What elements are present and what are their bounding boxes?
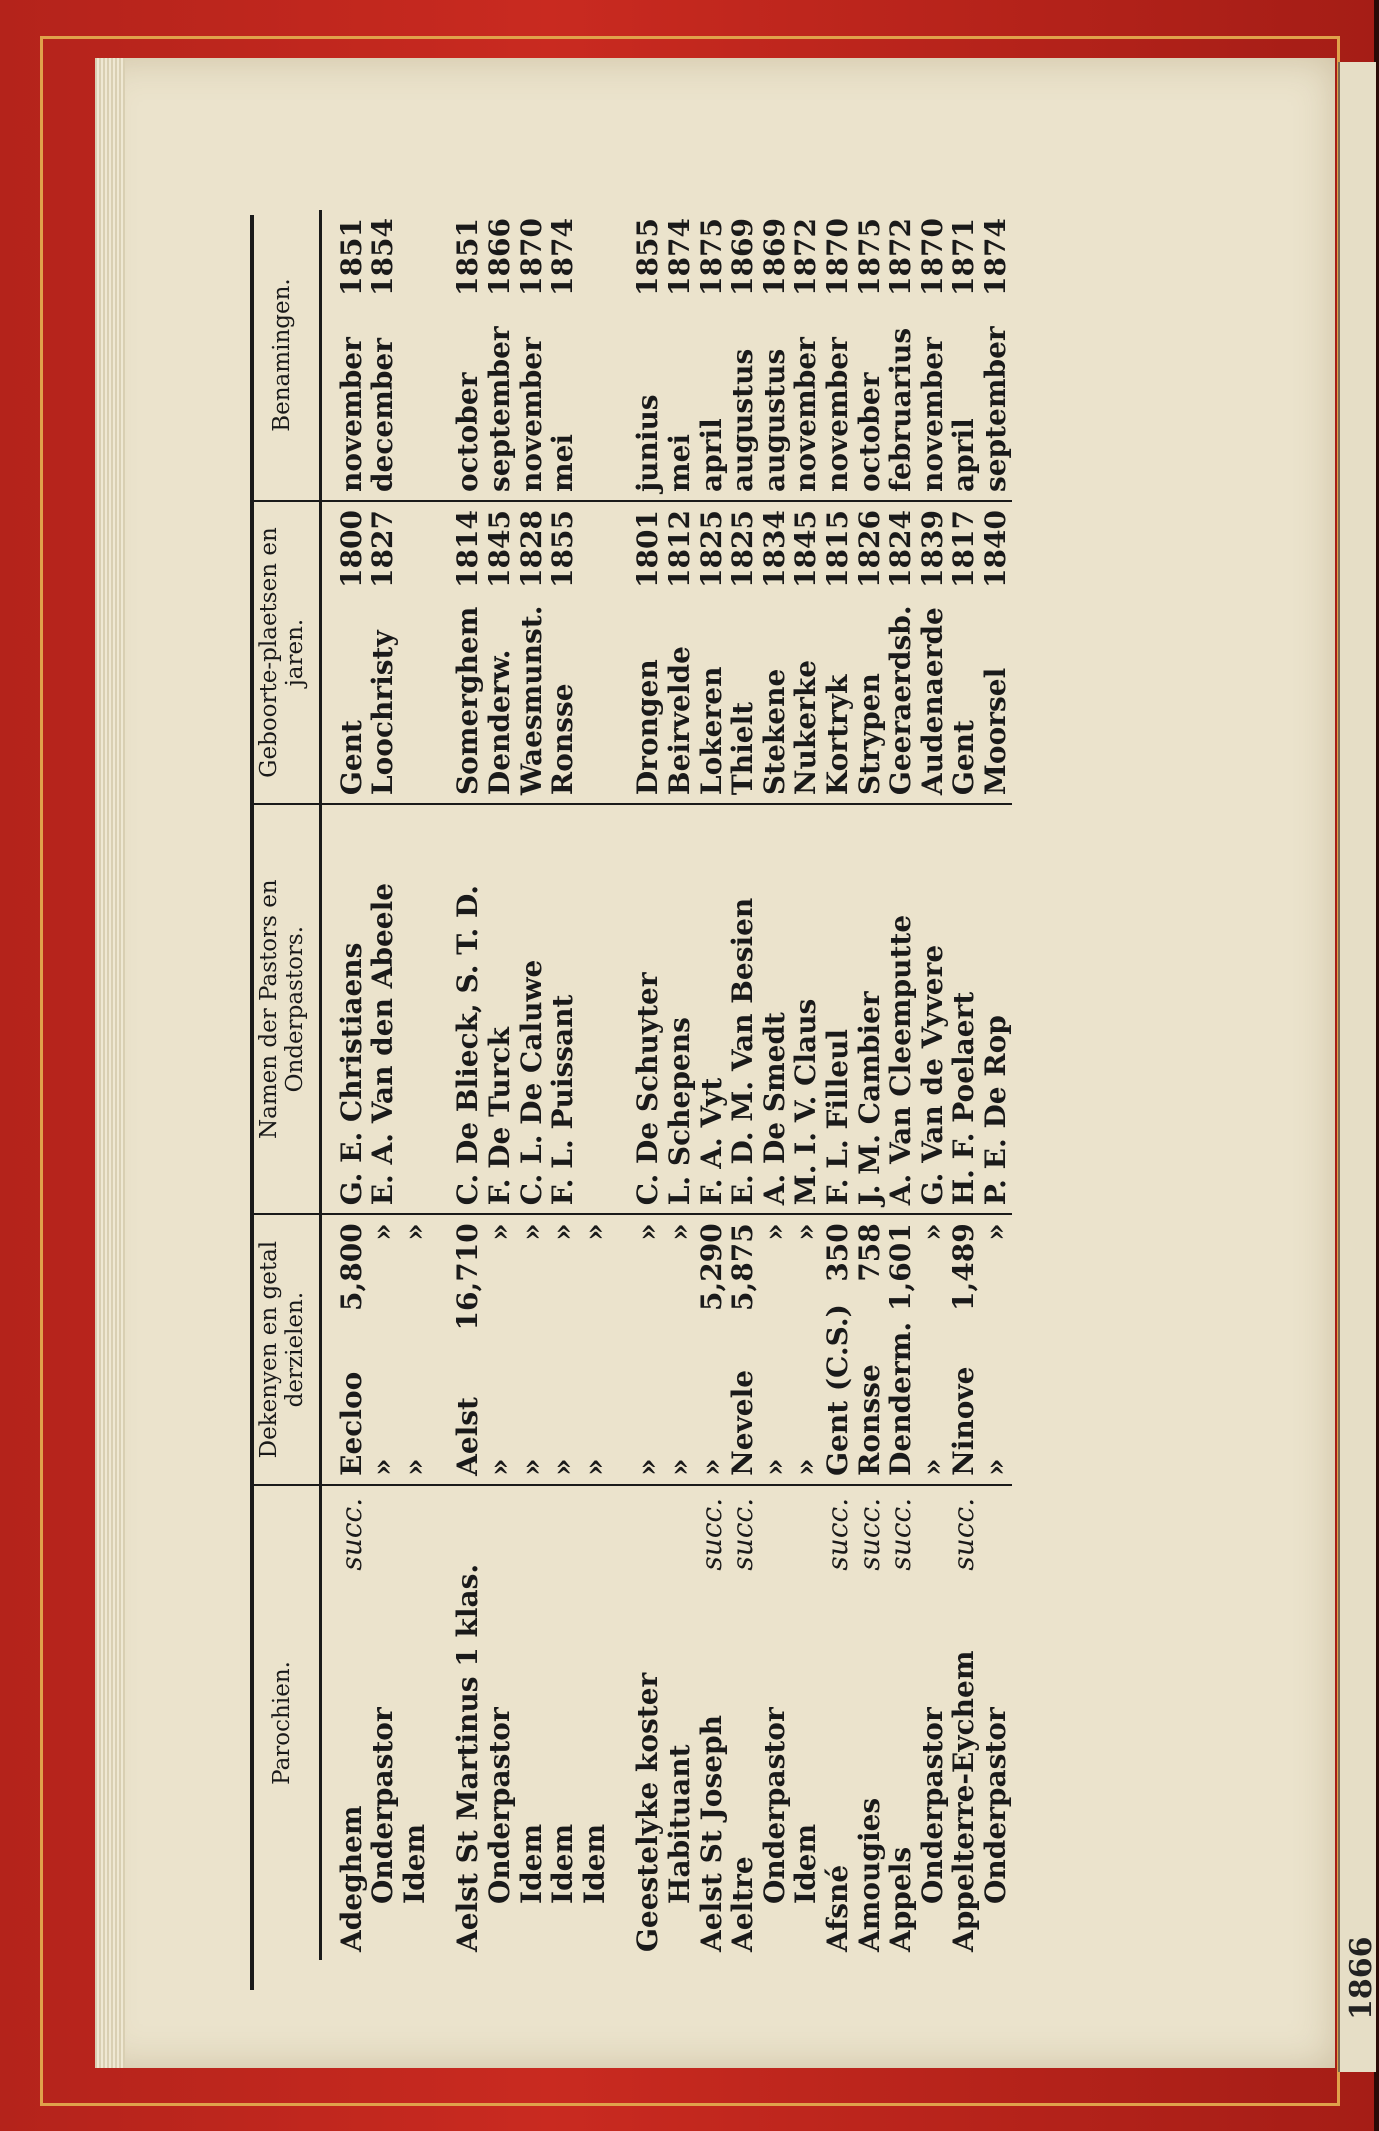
soul-count: » bbox=[483, 1223, 517, 1241]
deanery-cell bbox=[547, 1214, 579, 1485]
parish-cell bbox=[399, 1485, 431, 1960]
table-row bbox=[399, 210, 431, 1960]
soul-count: » bbox=[514, 1223, 548, 1241]
parish-cell bbox=[696, 1485, 728, 1960]
birth-year: 1826 bbox=[852, 510, 886, 588]
appointment-year: 1855 bbox=[631, 218, 665, 296]
parish-name: Idem bbox=[577, 1823, 611, 1904]
birth-year: 1825 bbox=[726, 510, 760, 588]
appointment-cell bbox=[854, 210, 886, 501]
table-row bbox=[885, 210, 917, 1960]
pastor-name: H. F. Poelaert bbox=[947, 991, 981, 1206]
page-number-box bbox=[782, 135, 822, 195]
birthplace: Gent bbox=[947, 720, 981, 796]
birth-year: 1812 bbox=[663, 510, 697, 588]
deanery-name: » bbox=[577, 1458, 611, 1476]
deanery-name: » bbox=[915, 1458, 949, 1476]
appointment-month: september bbox=[978, 326, 1012, 493]
appointment-year: 1872 bbox=[789, 218, 823, 296]
table-row bbox=[980, 210, 1012, 1960]
parish-name: Idem bbox=[789, 1823, 823, 1904]
succession-mark: succ. bbox=[820, 1497, 854, 1571]
birth-cell bbox=[917, 501, 949, 804]
deanery-name: Gent (C.S.) bbox=[820, 1304, 854, 1476]
birth-cell bbox=[854, 501, 886, 804]
appointment-cell bbox=[791, 210, 823, 501]
parish-name: Idem bbox=[546, 1823, 580, 1904]
name-cell bbox=[696, 804, 728, 1214]
pastor-name: C. De Blieck, S. T. D. bbox=[451, 884, 485, 1206]
soul-count: » bbox=[577, 1223, 611, 1241]
soul-count: » bbox=[757, 1223, 791, 1241]
table-row bbox=[516, 210, 548, 1960]
birthplace: Strypen bbox=[852, 673, 886, 796]
name-cell bbox=[791, 804, 823, 1214]
name-cell bbox=[633, 804, 665, 1214]
pastor-name: A. Van Cleemputte bbox=[884, 914, 918, 1206]
parish-cell bbox=[633, 1485, 665, 1960]
birthplace: Stekene bbox=[757, 668, 791, 796]
succession-mark: succ. bbox=[947, 1497, 981, 1571]
birthplace: Lokeren bbox=[694, 666, 728, 796]
birthplace: Denderw. bbox=[483, 649, 517, 796]
parish-name: Onderpastor bbox=[978, 1707, 1012, 1904]
appointment-month: december bbox=[366, 338, 400, 493]
birth-year: 1825 bbox=[694, 510, 728, 588]
deanery-name: » bbox=[978, 1458, 1012, 1476]
table-row bbox=[547, 210, 579, 1960]
parish-name: Idem bbox=[514, 1823, 548, 1904]
birth-year: 1801 bbox=[631, 510, 665, 588]
name-cell bbox=[367, 804, 399, 1214]
appointment-year: 1874 bbox=[663, 218, 697, 296]
birth-cell bbox=[949, 501, 981, 804]
parish-name: Aeltre bbox=[726, 1856, 760, 1952]
birthplace: Loochristy bbox=[366, 630, 400, 796]
parish-cell bbox=[579, 1485, 611, 1960]
birth-year: 1800 bbox=[334, 510, 368, 588]
appointment-year: 1870 bbox=[820, 218, 854, 296]
next-page-fragment: 1866 bbox=[1344, 1936, 1379, 2020]
birth-cell bbox=[547, 501, 579, 804]
birth-year: 1845 bbox=[789, 510, 823, 588]
appointment-month: mei bbox=[663, 433, 697, 493]
birthplace: Moorsel bbox=[978, 667, 1012, 796]
birth-cell bbox=[367, 501, 399, 804]
name-cell bbox=[949, 804, 981, 1214]
pastor-name: P. E. De Rop bbox=[978, 1015, 1012, 1206]
deanery-name: » bbox=[514, 1458, 548, 1476]
soul-count: 5,800 bbox=[334, 1223, 368, 1311]
birth-year: 1817 bbox=[947, 510, 981, 588]
birthplace: Gent bbox=[334, 720, 368, 796]
parish-cell bbox=[917, 1485, 949, 1960]
deanery-name: » bbox=[366, 1458, 400, 1476]
table-row bbox=[822, 210, 854, 1960]
appointment-year: 1870 bbox=[915, 218, 949, 296]
appointment-year: 1851 bbox=[451, 218, 485, 296]
appointment-cell bbox=[484, 210, 516, 501]
parish-name: Onderpastor bbox=[757, 1707, 791, 1904]
parish-cell bbox=[727, 1485, 759, 1960]
appointment-cell bbox=[516, 210, 548, 501]
pastor-name: F. A. Vyt bbox=[694, 1077, 728, 1206]
deanery-cell bbox=[949, 1214, 981, 1485]
parish-name: Aelst St Joseph bbox=[694, 1715, 728, 1952]
spacer-row bbox=[611, 210, 633, 1960]
deanery-cell bbox=[579, 1214, 611, 1485]
soul-count: » bbox=[978, 1223, 1012, 1241]
appointment-year: 1874 bbox=[546, 218, 580, 296]
soul-count: 758 bbox=[852, 1223, 886, 1282]
soul-count: 5,290 bbox=[694, 1223, 728, 1311]
appointment-month: april bbox=[694, 418, 728, 493]
header-names: Namen der Pastors en Onderpastors. bbox=[250, 804, 320, 1214]
appointment-month: mei bbox=[546, 433, 580, 493]
birth-cell bbox=[633, 501, 665, 804]
soul-count: 350 bbox=[820, 1223, 854, 1282]
pastor-name: A. De Smedt bbox=[757, 1012, 791, 1206]
appointment-cell bbox=[579, 210, 611, 501]
deanery-cell bbox=[885, 1214, 917, 1485]
deanery-name: » bbox=[694, 1458, 728, 1476]
deanery-name: » bbox=[397, 1458, 431, 1476]
table-row bbox=[917, 210, 949, 1960]
pastor-name: L. Schepens bbox=[663, 1017, 697, 1206]
appointment-year: 1869 bbox=[726, 218, 760, 296]
birthplace: Geeraerdsb. bbox=[884, 605, 918, 796]
deanery-cell bbox=[399, 1214, 431, 1485]
parish-cell bbox=[949, 1485, 981, 1960]
deanery-cell bbox=[367, 1214, 399, 1485]
soul-count: » bbox=[546, 1223, 580, 1241]
appointment-month: november bbox=[789, 337, 823, 493]
deanery-name: Ronsse bbox=[852, 1364, 886, 1476]
next-page-edge bbox=[1338, 62, 1376, 2072]
table-row bbox=[579, 210, 611, 1960]
clergy-register-table bbox=[250, 210, 1012, 1960]
appointment-year: 1875 bbox=[852, 218, 886, 296]
birthplace: Drongen bbox=[631, 659, 665, 796]
parish-name: Appels bbox=[884, 1846, 918, 1952]
soul-count: » bbox=[366, 1223, 400, 1241]
birthplace: Ronsse bbox=[546, 683, 580, 796]
deanery-cell bbox=[633, 1214, 665, 1485]
birth-cell bbox=[453, 501, 485, 804]
table-row bbox=[696, 210, 728, 1960]
parish-cell bbox=[516, 1485, 548, 1960]
appointment-cell bbox=[633, 210, 665, 501]
appointment-year: 1869 bbox=[757, 218, 791, 296]
rotated-register-page bbox=[250, 110, 1290, 1990]
pastor-name: C. De Schuyter bbox=[631, 972, 665, 1206]
soul-count: 16,710 bbox=[451, 1223, 485, 1331]
deanery-cell bbox=[516, 1214, 548, 1485]
appointment-cell bbox=[696, 210, 728, 501]
table-row bbox=[664, 210, 696, 1960]
succession-mark: succ. bbox=[334, 1497, 368, 1571]
birth-cell bbox=[664, 501, 696, 804]
deanery-cell bbox=[453, 1214, 485, 1485]
parish-cell bbox=[885, 1485, 917, 1960]
appointment-month: october bbox=[852, 372, 886, 493]
appointment-year: 1866 bbox=[483, 218, 517, 296]
parish-cell bbox=[854, 1485, 886, 1960]
appointment-year: 1875 bbox=[694, 218, 728, 296]
parish-name: Onderpastor bbox=[915, 1707, 949, 1904]
name-cell bbox=[822, 804, 854, 1214]
appointment-cell bbox=[980, 210, 1012, 501]
name-cell bbox=[579, 804, 611, 1214]
appointment-cell bbox=[664, 210, 696, 501]
appointment-cell bbox=[320, 210, 367, 501]
birth-cell bbox=[484, 501, 516, 804]
parish-cell bbox=[822, 1485, 854, 1960]
deanery-cell bbox=[822, 1214, 854, 1485]
soul-count: » bbox=[397, 1223, 431, 1241]
birth-cell bbox=[885, 501, 917, 804]
table-row bbox=[949, 210, 981, 1960]
parish-name: Amougies bbox=[852, 1797, 886, 1952]
birth-year: 1839 bbox=[915, 510, 949, 588]
appointment-month: februarius bbox=[884, 327, 918, 493]
birth-cell bbox=[696, 501, 728, 804]
birthplace: Nukerke bbox=[789, 659, 823, 796]
header-appointments: Benamingen. bbox=[250, 210, 320, 501]
name-cell bbox=[516, 804, 548, 1214]
birthplace: Beirvelde bbox=[663, 646, 697, 796]
name-cell bbox=[320, 804, 367, 1214]
deanery-name: Eecloo bbox=[334, 1371, 368, 1476]
table-row bbox=[320, 210, 367, 1960]
pastor-name: G. E. Christiaens bbox=[334, 942, 368, 1206]
appointment-cell bbox=[727, 210, 759, 501]
table-row bbox=[367, 210, 399, 1960]
table-row bbox=[633, 210, 665, 1960]
name-cell bbox=[453, 804, 485, 1214]
appointment-month: november bbox=[514, 337, 548, 493]
succession-mark: succ. bbox=[852, 1497, 886, 1571]
birth-cell bbox=[579, 501, 611, 804]
appointment-month: augustus bbox=[757, 348, 791, 493]
deanery-name: Denderm. bbox=[884, 1321, 918, 1476]
deanery-cell bbox=[854, 1214, 886, 1485]
appointment-cell bbox=[759, 210, 791, 501]
pastor-name: J. M. Cambier bbox=[852, 991, 886, 1206]
birth-cell bbox=[399, 501, 431, 804]
deanery-name: » bbox=[663, 1458, 697, 1476]
deanery-cell bbox=[484, 1214, 516, 1485]
deanery-name: Nevele bbox=[726, 1369, 760, 1476]
deanery-name: Ninove bbox=[947, 1366, 981, 1476]
birth-year: 1845 bbox=[483, 510, 517, 588]
pastor-name: C. L. De Caluwe bbox=[514, 959, 548, 1206]
soul-count: » bbox=[789, 1223, 823, 1241]
table-row bbox=[727, 210, 759, 1960]
appointment-month: november bbox=[820, 337, 854, 493]
table-row bbox=[854, 210, 886, 1960]
parish-name: Appelterre-Eychem bbox=[947, 1650, 981, 1952]
header-birth: Geboorte-plaetsen en jaren. bbox=[250, 501, 320, 804]
header-parish: Parochien. bbox=[250, 1485, 320, 1960]
appointment-year: 1870 bbox=[514, 218, 548, 296]
pastor-name: M. I. V. Claus bbox=[789, 998, 823, 1206]
appointment-cell bbox=[399, 210, 431, 501]
birthplace: Audenaerde bbox=[915, 607, 949, 796]
parish-name: Onderpastor bbox=[366, 1707, 400, 1904]
pastor-name: E. A. Van den Abeele bbox=[366, 882, 400, 1206]
appointment-year: 1874 bbox=[978, 218, 1012, 296]
birth-year: 1834 bbox=[757, 510, 791, 588]
birth-cell bbox=[516, 501, 548, 804]
birth-year: 1814 bbox=[451, 510, 485, 588]
birth-cell bbox=[727, 501, 759, 804]
succession-mark: succ. bbox=[694, 1497, 728, 1571]
birth-year: 1815 bbox=[820, 510, 854, 588]
deanery-cell bbox=[664, 1214, 696, 1485]
table-row bbox=[759, 210, 791, 1960]
parish-name: Onderpastor bbox=[483, 1707, 517, 1904]
soul-count: 5,875 bbox=[726, 1223, 760, 1311]
name-cell bbox=[484, 804, 516, 1214]
parish-name: Adeghem bbox=[334, 1805, 368, 1952]
deanery-name: » bbox=[483, 1458, 517, 1476]
appointment-month: junius bbox=[631, 394, 665, 493]
birth-cell bbox=[980, 501, 1012, 804]
birth-year: 1828 bbox=[514, 510, 548, 588]
appointment-year: 1854 bbox=[366, 218, 400, 296]
birth-year: 1840 bbox=[978, 510, 1012, 588]
birthplace: Kortryk bbox=[820, 674, 854, 796]
appointment-cell bbox=[917, 210, 949, 501]
birth-year: 1855 bbox=[546, 510, 580, 588]
appointment-month: april bbox=[947, 418, 981, 493]
deanery-name: » bbox=[757, 1458, 791, 1476]
parish-cell bbox=[320, 1485, 367, 1960]
parish-name: Idem bbox=[397, 1823, 431, 1904]
appointment-month: october bbox=[451, 372, 485, 493]
name-cell bbox=[759, 804, 791, 1214]
appointment-cell bbox=[547, 210, 579, 501]
pastor-name: G. Van de Vyvere bbox=[915, 944, 949, 1206]
table-row bbox=[791, 210, 823, 1960]
name-cell bbox=[399, 804, 431, 1214]
parish-cell bbox=[759, 1485, 791, 1960]
name-cell bbox=[917, 804, 949, 1214]
birthplace: Thielt bbox=[726, 701, 760, 796]
name-cell bbox=[885, 804, 917, 1214]
appointment-cell bbox=[949, 210, 981, 501]
parish-cell bbox=[980, 1485, 1012, 1960]
birth-cell bbox=[822, 501, 854, 804]
birth-cell bbox=[759, 501, 791, 804]
soul-count: » bbox=[915, 1223, 949, 1241]
header-row bbox=[250, 210, 320, 1960]
appointment-year: 1872 bbox=[884, 218, 918, 296]
deanery-cell bbox=[980, 1214, 1012, 1485]
soul-count: 1,601 bbox=[884, 1223, 918, 1311]
header-deanery: Dekenyen en getal derzielen. bbox=[250, 1214, 320, 1485]
birth-year: 1824 bbox=[884, 510, 918, 588]
appointment-month: augustus bbox=[726, 348, 760, 493]
birthplace: Somerghem bbox=[451, 606, 485, 796]
deanery-cell bbox=[917, 1214, 949, 1485]
birthplace: Waesmunst. bbox=[514, 605, 548, 796]
deanery-name: » bbox=[546, 1458, 580, 1476]
soul-count: 1,489 bbox=[947, 1223, 981, 1311]
soul-count: » bbox=[663, 1223, 697, 1241]
table-row bbox=[484, 210, 516, 1960]
deanery-cell bbox=[727, 1214, 759, 1485]
deanery-cell bbox=[759, 1214, 791, 1485]
name-cell bbox=[547, 804, 579, 1214]
appointment-cell bbox=[822, 210, 854, 501]
birth-cell bbox=[791, 501, 823, 804]
parish-name: Afsné bbox=[820, 1864, 854, 1952]
pastor-name: F. De Turck bbox=[483, 1027, 517, 1206]
page-edges bbox=[95, 58, 125, 2068]
spacer-row bbox=[431, 210, 453, 1960]
deanery-cell bbox=[320, 1214, 367, 1485]
soul-count: » bbox=[631, 1223, 665, 1241]
parish-name: Habituant bbox=[663, 1744, 697, 1904]
succession-mark: succ. bbox=[726, 1497, 760, 1571]
appointment-cell bbox=[453, 210, 485, 501]
deanery-name: » bbox=[789, 1458, 823, 1476]
appointment-month: september bbox=[483, 326, 517, 493]
parish-cell bbox=[484, 1485, 516, 1960]
parish-cell bbox=[367, 1485, 399, 1960]
parish-name: Geestelyke koster bbox=[631, 1672, 665, 1952]
table-row bbox=[453, 210, 485, 1960]
parish-cell bbox=[664, 1485, 696, 1960]
parish-cell bbox=[453, 1485, 485, 1960]
parish-cell bbox=[547, 1485, 579, 1960]
pastor-name: F. L. Filleul bbox=[820, 1028, 854, 1206]
appointment-month: november bbox=[334, 337, 368, 493]
succession-mark: succ. bbox=[884, 1497, 918, 1571]
pastor-name: F. L. Puissant bbox=[546, 994, 580, 1206]
appointment-year: 1851 bbox=[334, 218, 368, 296]
deanery-cell bbox=[696, 1214, 728, 1485]
name-cell bbox=[980, 804, 1012, 1214]
name-cell bbox=[727, 804, 759, 1214]
appointment-month: november bbox=[915, 337, 949, 493]
parish-cell bbox=[791, 1485, 823, 1960]
deanery-name: » bbox=[631, 1458, 665, 1476]
register-rows bbox=[320, 210, 1011, 1960]
birth-cell bbox=[320, 501, 367, 804]
deanery-cell bbox=[791, 1214, 823, 1485]
name-cell bbox=[664, 804, 696, 1214]
name-cell bbox=[854, 804, 886, 1214]
appointment-cell bbox=[885, 210, 917, 501]
pastor-name: E. D. M. Van Besien bbox=[726, 897, 760, 1206]
parish-name: Aelst St Martinus 1 klas. bbox=[451, 1563, 485, 1952]
deanery-name: Aelst bbox=[451, 1397, 485, 1476]
appointment-cell bbox=[367, 210, 399, 501]
birth-year: 1827 bbox=[366, 510, 400, 588]
appointment-year: 1871 bbox=[947, 218, 981, 296]
